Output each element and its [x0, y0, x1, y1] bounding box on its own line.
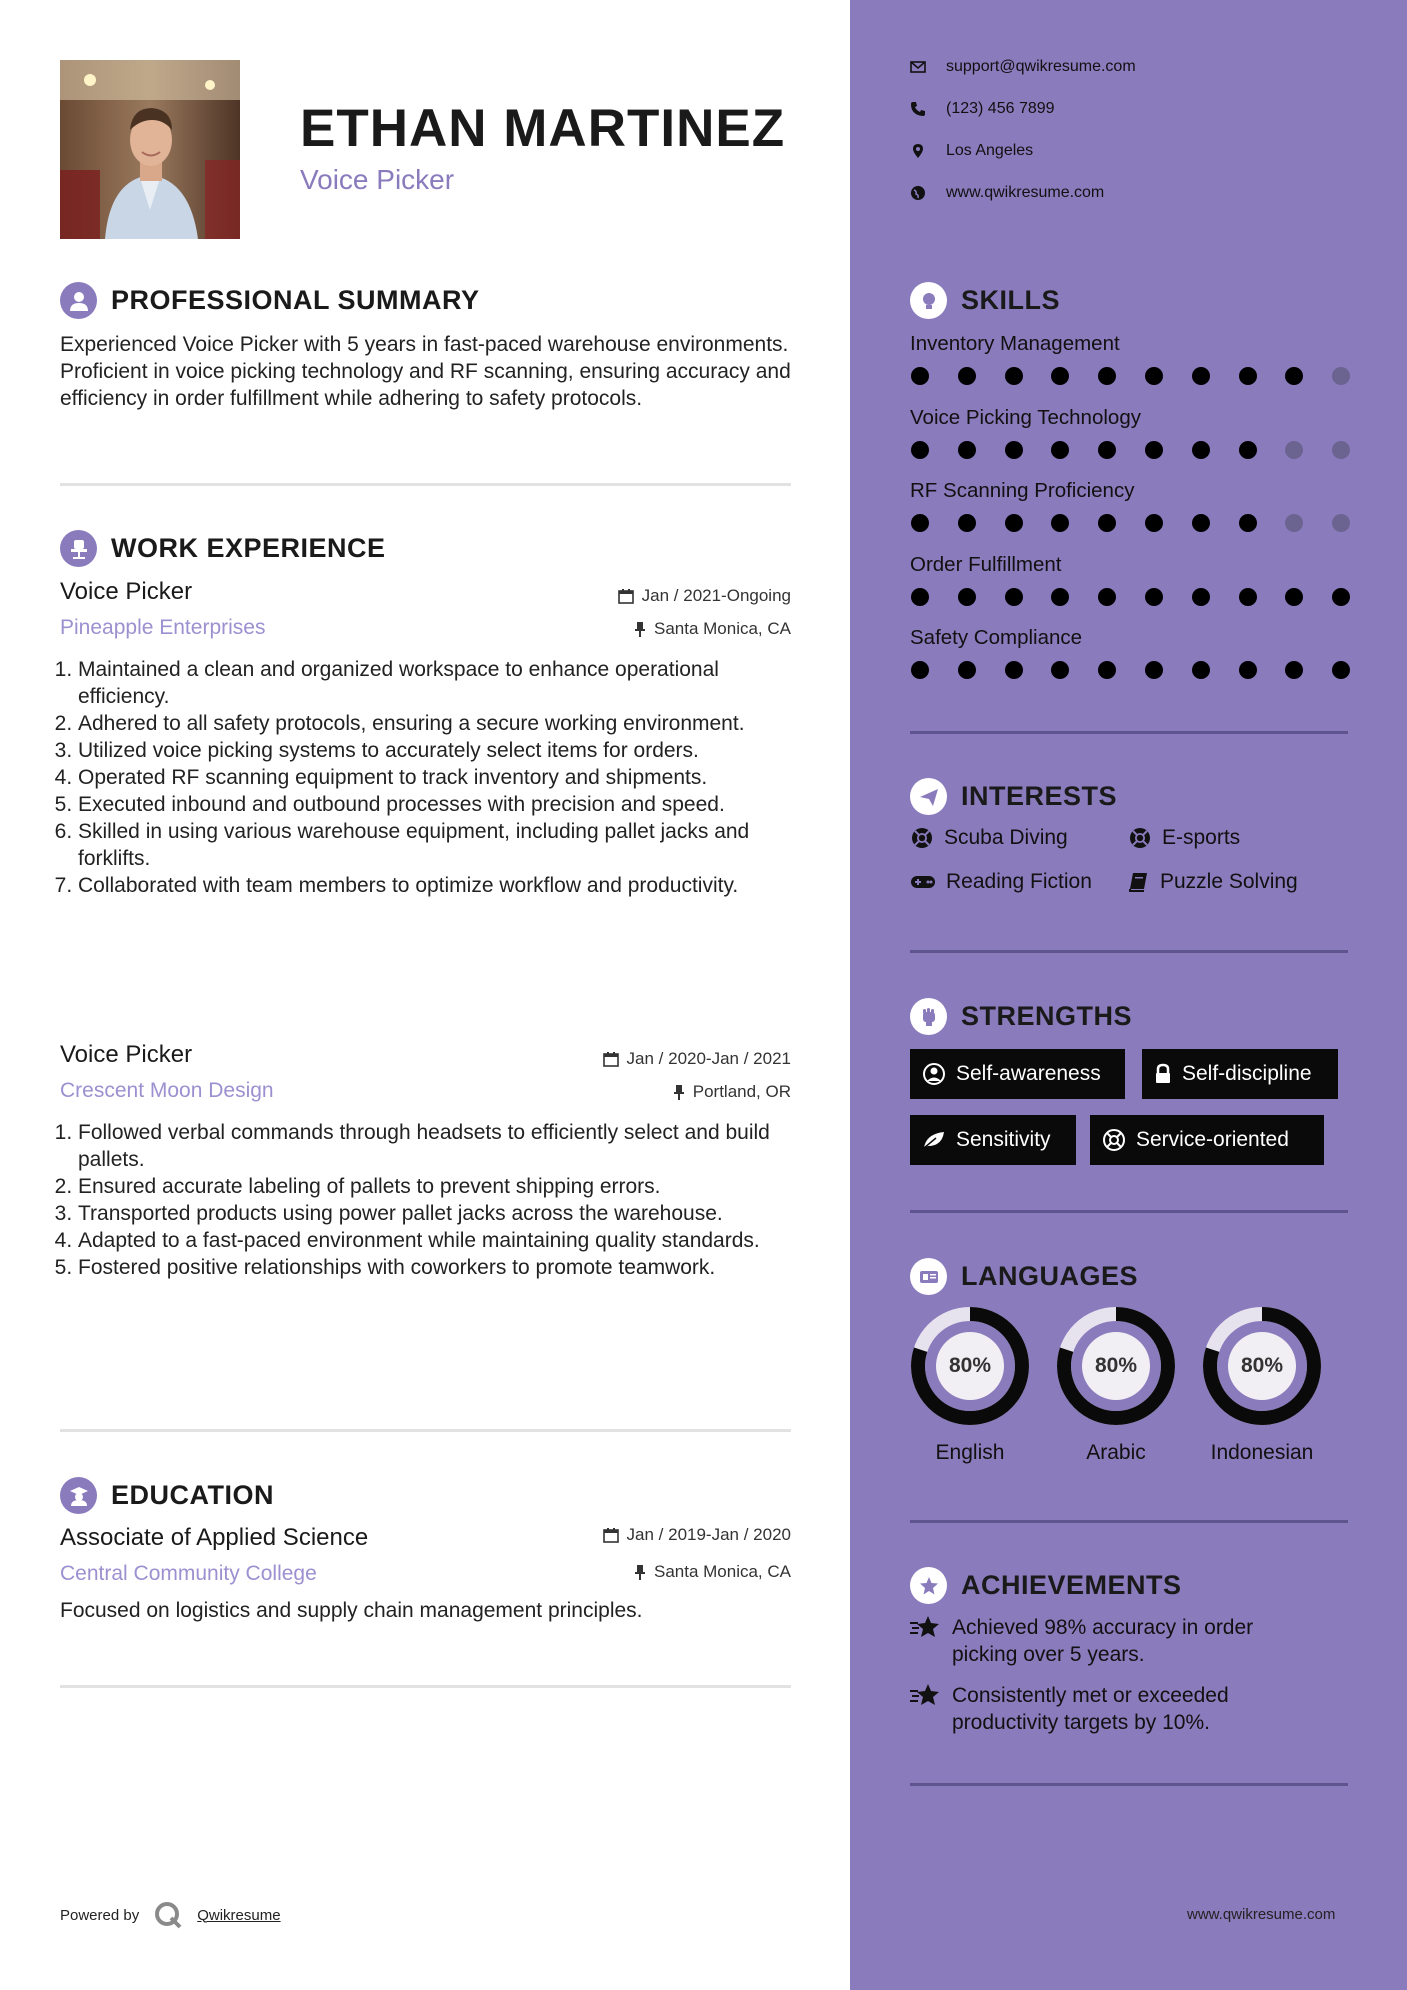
skill-rating: [911, 441, 1379, 459]
lifebuoy-icon: [1128, 826, 1152, 850]
language-name: Indonesian: [1210, 1441, 1314, 1464]
skill-dot-filled: [911, 588, 929, 606]
skill-dot-filled: [1051, 441, 1069, 459]
skill-dot-filled: [1192, 661, 1210, 679]
footer-website[interactable]: www.qwikresume.com: [1187, 1906, 1336, 1923]
strength-tag: [910, 1049, 1125, 1099]
education-title: EDUCATION: [111, 1480, 274, 1510]
skill-dot-filled: [1192, 441, 1210, 459]
qwikresume-link[interactable]: Qwikresume: [197, 1906, 281, 1924]
skill-dot-filled: [1145, 661, 1163, 679]
skill-dot-filled: [1098, 661, 1116, 679]
email-text: support@qwikresume.com: [946, 58, 1136, 75]
duty-item: 6. Skilled in using various warehouse equipment, including pallet jacks and forklifts.: [78, 818, 798, 872]
qwikresume-logo-icon: [153, 1900, 183, 1930]
skill-dot-filled: [1239, 661, 1257, 679]
duty-item: 1. Maintained a clean and organized workspace to enhance operational efficiency.: [78, 656, 798, 710]
interest-item: [910, 826, 1068, 850]
skill-dot-filled: [1145, 367, 1163, 385]
strengths-title: STRENGTHS: [961, 1001, 1133, 1031]
job-location-text: Santa Monica, CA: [653, 619, 791, 638]
fist-icon: [910, 998, 947, 1035]
divider: [910, 1210, 1348, 1213]
achievement-text: Achieved 98% accuracy in order picking over 5 years.: [952, 1616, 1254, 1666]
divider: [60, 1429, 791, 1432]
skill-dot-filled: [1051, 514, 1069, 532]
skill-dot-filled: [1239, 367, 1257, 385]
footer-powered: [60, 1900, 281, 1930]
phone-icon: [910, 101, 926, 117]
job-location: [540, 619, 791, 639]
interests-title: INTERESTS: [961, 781, 1118, 811]
user-circle-icon: [922, 1062, 946, 1086]
skill-dot-filled: [1285, 661, 1303, 679]
skill-dot-filled: [958, 514, 976, 532]
job-location-text: Portland, OR: [692, 1082, 791, 1101]
job-dates: [540, 1049, 791, 1069]
skill-dot-filled: [1285, 367, 1303, 385]
duty-item: 4. Operated RF scanning equipment to track inventory and shipments.: [78, 764, 798, 791]
skill-dot-filled: [1098, 367, 1116, 385]
duty-item: 5. Executed inbound and outbound processes with precision and speed.: [78, 791, 798, 818]
company-name: Crescent Moon Design: [60, 1079, 274, 1102]
skill-name: RF Scanning Proficiency: [910, 479, 1135, 502]
language-ring: [910, 1306, 1030, 1426]
education-description: Focused on logistics and supply chain management principles.: [60, 1599, 643, 1622]
skill-dot-filled: [958, 588, 976, 606]
achievements-title: ACHIEVEMENTS: [961, 1570, 1182, 1600]
skill-dot-filled: [1005, 367, 1023, 385]
skill-dot-filled: [911, 367, 929, 385]
summary-text: Experienced Voice Picker with 5 years in fast-paced warehouse environments. Proficient in voice picking technology and RF scanning, ensuring accuracy and efficiency in order fulfillment while adhering to safety protocols.: [60, 333, 791, 410]
achievement-item: [910, 1614, 1310, 1668]
language-percent: 80%: [948, 1354, 992, 1377]
skill-dot-filled: [911, 514, 929, 532]
skill-name: Voice Picking Technology: [910, 405, 1141, 429]
language-percent: 80%: [1240, 1354, 1284, 1377]
job-title: Voice Picker: [60, 1041, 193, 1068]
summary-heading: [60, 282, 480, 319]
achievement-text: Consistently met or exceeded productivity targets by 10%.: [952, 1684, 1229, 1734]
job-dates: [540, 586, 791, 606]
pin-icon: [634, 1564, 646, 1580]
lightbulb-icon: [910, 282, 947, 319]
envelope-icon: [910, 60, 926, 74]
skill-dot-filled: [1005, 514, 1023, 532]
gamepad-icon: [910, 872, 936, 892]
skill-dot-empty: [1332, 441, 1350, 459]
language-ring: [1202, 1306, 1322, 1426]
job-title: Voice Picker: [60, 578, 193, 605]
skill-name: Order Fulfillment: [910, 552, 1062, 576]
strength-tag: [1142, 1049, 1338, 1099]
book-icon: [1128, 871, 1150, 893]
skill-dot-filled: [958, 441, 976, 459]
languages-title: LANGUAGES: [961, 1261, 1139, 1291]
skill-rating: [911, 514, 1379, 532]
interest-label: Reading Fiction: [946, 870, 1092, 893]
duties-list: [60, 656, 798, 899]
id-card-icon: [910, 1258, 947, 1295]
language-name: Arabic: [1086, 1441, 1146, 1464]
strength-tag: [910, 1115, 1076, 1165]
star-icon: [910, 1614, 942, 1668]
skill-dot-filled: [1239, 441, 1257, 459]
star-icon: [910, 1682, 942, 1736]
education-dates-text: Jan / 2019-Jan / 2020: [626, 1525, 791, 1544]
interest-item: [1128, 826, 1240, 850]
duty-item: 7. Collaborated with team members to optimize workflow and productivity.: [78, 872, 798, 899]
skills-title: SKILLS: [961, 285, 1061, 315]
education-location-text: Santa Monica, CA: [653, 1562, 791, 1581]
map-pin-icon: [910, 143, 926, 159]
candidate-name: ETHAN MARTINEZ: [300, 99, 786, 158]
skill-dot-filled: [1239, 514, 1257, 532]
skill-dot-filled: [911, 441, 929, 459]
skill-dot-filled: [1051, 588, 1069, 606]
skill-dot-filled: [1239, 588, 1257, 606]
job-location: [540, 1082, 791, 1102]
skill-dot-filled: [1098, 514, 1116, 532]
contact-email[interactable]: [910, 58, 1136, 76]
skill-dot-filled: [1332, 588, 1350, 606]
skill-dot-filled: [1098, 441, 1116, 459]
skill-dot-filled: [1285, 588, 1303, 606]
interest-label: Scuba Diving: [944, 826, 1068, 849]
strength-label: Sensitivity: [956, 1128, 1051, 1151]
calendar-icon: [603, 1051, 619, 1067]
duty-item: 1. Followed verbal commands through headsets to efficiently select and build pallets.: [78, 1119, 798, 1173]
job-dates-text: Jan / 2021-Ongoing: [641, 586, 791, 605]
website-text: www.qwikresume.com: [946, 184, 1105, 201]
skill-dot-filled: [958, 367, 976, 385]
skill-dot-empty: [1285, 514, 1303, 532]
strength-label: Self-discipline: [1182, 1062, 1312, 1085]
skill-dot-filled: [1005, 661, 1023, 679]
globe-icon: [910, 185, 926, 201]
duty-item: 2. Ensured accurate labeling of pallets to prevent shipping errors.: [78, 1173, 798, 1200]
summary-title: PROFESSIONAL SUMMARY: [111, 285, 480, 315]
divider: [910, 1783, 1348, 1786]
skill-dot-filled: [1145, 588, 1163, 606]
location-text: Los Angeles: [946, 142, 1034, 159]
language-percent: 80%: [1094, 1354, 1138, 1377]
chair-icon: [60, 530, 97, 567]
strength-tag: [1090, 1115, 1324, 1165]
skill-dot-filled: [911, 661, 929, 679]
strength-label: Service-oriented: [1136, 1128, 1289, 1151]
interest-label: Puzzle Solving: [1160, 870, 1298, 893]
pin-icon: [634, 621, 646, 637]
lock-icon: [1154, 1063, 1172, 1085]
achievement-item: [910, 1682, 1310, 1736]
skill-dot-filled: [1192, 514, 1210, 532]
company-name: Pineapple Enterprises: [60, 616, 266, 639]
education-heading: [60, 1477, 274, 1514]
profile-photo: [60, 60, 240, 239]
skill-dot-filled: [1005, 441, 1023, 459]
interests-heading: [910, 778, 1117, 815]
skill-dot-filled: [1005, 588, 1023, 606]
skill-dot-empty: [1332, 514, 1350, 532]
skills-heading: [910, 282, 1060, 319]
interest-label: E-sports: [1162, 826, 1241, 849]
skill-dot-filled: [1192, 588, 1210, 606]
interest-item: [910, 870, 1092, 894]
graduate-icon: [60, 1477, 97, 1514]
star-badge-icon: [910, 1567, 947, 1604]
skill-dot-filled: [1145, 441, 1163, 459]
divider: [60, 1685, 791, 1688]
language-ring: [1056, 1306, 1176, 1426]
job-dates-text: Jan / 2020-Jan / 2021: [626, 1049, 791, 1068]
divider: [910, 1520, 1348, 1523]
experience-title: WORK EXPERIENCE: [111, 533, 386, 563]
skill-dot-empty: [1332, 367, 1350, 385]
skill-dot-filled: [1192, 367, 1210, 385]
skill-dot-filled: [1098, 588, 1116, 606]
duties-list: [60, 1119, 798, 1281]
contact-website[interactable]: [910, 184, 1104, 202]
candidate-job-title: Voice Picker: [300, 164, 455, 195]
skill-name: Safety Compliance: [910, 626, 1083, 649]
pin-icon: [673, 1084, 685, 1100]
lifebuoy-icon: [1102, 1128, 1126, 1152]
duty-item: 4. Adapted to a fast-paced environment while maintaining quality standards.: [78, 1227, 798, 1254]
experience-heading: [60, 530, 386, 567]
skill-dot-filled: [1145, 514, 1163, 532]
divider: [910, 950, 1348, 953]
languages-heading: [910, 1258, 1138, 1295]
degree: Associate of Applied Science: [60, 1524, 369, 1551]
skill-dot-filled: [1332, 661, 1350, 679]
skill-rating: [911, 588, 1379, 606]
skill-rating: [911, 367, 1379, 385]
achievements-heading: [910, 1567, 1182, 1604]
skill-dot-filled: [1051, 661, 1069, 679]
duty-item: 3. Utilized voice picking systems to accurately select items for orders.: [78, 737, 798, 764]
strengths-heading: [910, 998, 1132, 1035]
skill-rating: [911, 661, 1379, 679]
divider: [910, 731, 1348, 734]
skill-name: Inventory Management: [910, 332, 1120, 355]
calendar-icon: [603, 1527, 619, 1543]
contact-phone[interactable]: [910, 100, 1055, 118]
duty-item: 5. Fostered positive relationships with coworkers to promote teamwork.: [78, 1254, 798, 1281]
lifebuoy-icon: [910, 826, 934, 850]
contact-location: [910, 142, 1033, 160]
powered-by-text: Powered by: [60, 1906, 140, 1924]
duty-item: 3. Transported products using power pallet jacks across the warehouse.: [78, 1200, 798, 1227]
calendar-icon: [618, 588, 634, 604]
skill-dot-empty: [1285, 441, 1303, 459]
school-name: Central Community College: [60, 1562, 317, 1585]
phone-text: (123) 456 7899: [946, 100, 1055, 117]
language-name: English: [935, 1441, 1005, 1464]
paper-plane-icon: [910, 778, 947, 815]
duty-item: 2. Adhered to all safety protocols, ensuring a secure working environment.: [78, 710, 798, 737]
skill-dot-filled: [1051, 367, 1069, 385]
user-icon: [60, 282, 97, 319]
leaf-icon: [922, 1130, 946, 1150]
education-dates: [540, 1525, 791, 1545]
strength-label: Self-awareness: [956, 1062, 1101, 1085]
education-location: [540, 1562, 791, 1582]
skill-dot-filled: [958, 661, 976, 679]
interest-item: [1128, 870, 1298, 894]
divider: [60, 483, 791, 486]
